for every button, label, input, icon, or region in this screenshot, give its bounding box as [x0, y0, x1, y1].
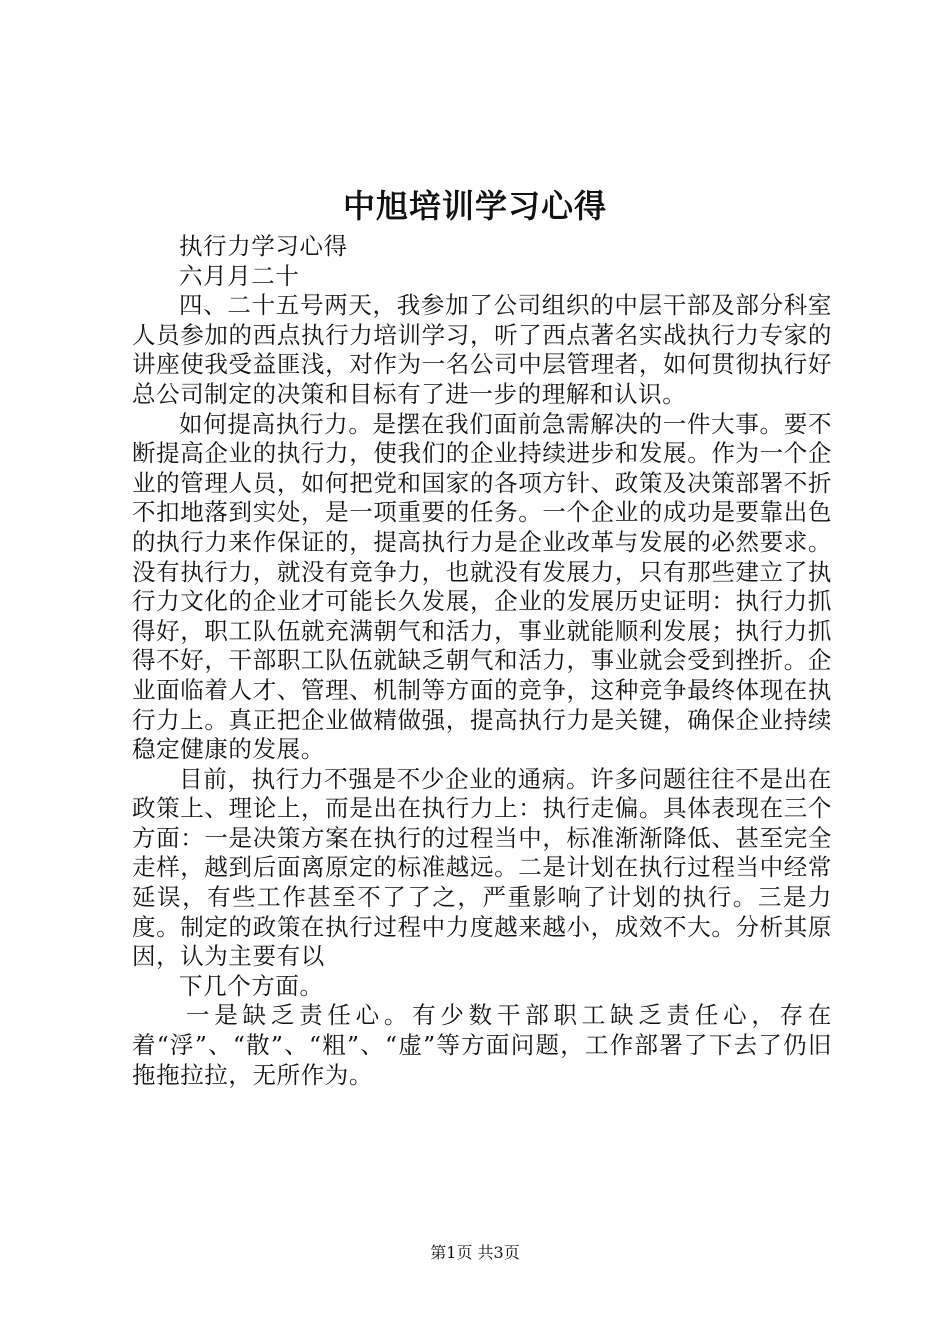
- paragraph-date: 六月月二十: [179, 261, 300, 290]
- document-title: 中旭培训学习心得: [342, 187, 607, 225]
- page-footer: 第1页 共3页: [430, 1243, 520, 1262]
- document-body: [132, 232, 832, 1090]
- paragraph-importance: 如何提高执行力。是摆在我们面前急需解决的一件大事。要不断提高企业的执行力，使我们的企业持续进步和发展。作为一个企业的管理人员，如何把党和国家的各项方针、政策及决策部署不折不扣地落到实处，是一项重要的任务。一个企业的成功是要靠出色的执行力来作保证的，提高执行力是企业改革与发展的必然要求。没有执行力，就没有竞争力，也就没有发展力，只有那些建立了执行力文化的企业才可能长久发展，企业的发展历史证明：执行力抓得好，职工队伍就充满朝气和活力，事业就能顺利发展；执行力抓得不好，干部职工队伍就缺乏朝气和活力，事业就会受到挫折。企业面临着人才、管理、机制等方面的竞争，这种竞争最终体现在执行力上。真正把企业做精做强，提高执行力是关键，确保企业持续稳定健康的发展。: [132, 409, 832, 764]
- paragraph-subtitle: 执行力学习心得: [179, 232, 348, 260]
- paragraph-problems: 目前，执行力不强是不少企业的通病。许多问题往往不是出在政策上、理论上，而是出在执行力上：执行走偏。具体表现在三个方面：一是决策方案在执行的过程当中，标准渐渐降低、甚至完全走样，越到后面离原定的标准越远。二是计划在执行过程当中经常延误，有些工作甚至不了了之，严重影响了计划的执行。三是力度。制定的政策在执行过程中力度越来越小，成效不大。分析其原因，认为主要有以: [132, 764, 832, 971]
- paragraph-aspects: 下几个方面。: [179, 971, 324, 1000]
- paragraph-intro: 四、二十五号两天，我参加了公司组织的中层干部及部分科室人员参加的西点执行力培训学习，听了西点著名实战执行力专家的讲座使我受益匪浅，对作为一名公司中层管理者，如何贯彻执行好总公司制定的决策和目标有了进一步的理解和认识。: [132, 291, 832, 408]
- paragraph-responsibility: 一是缺乏责任心。有少数干部职工缺乏责任心，存在着“浮”、“散”、“粗”、“虚”等方面问题，工作部署了下去了仍旧拖拖拉拉，无所作为。: [132, 1001, 832, 1089]
